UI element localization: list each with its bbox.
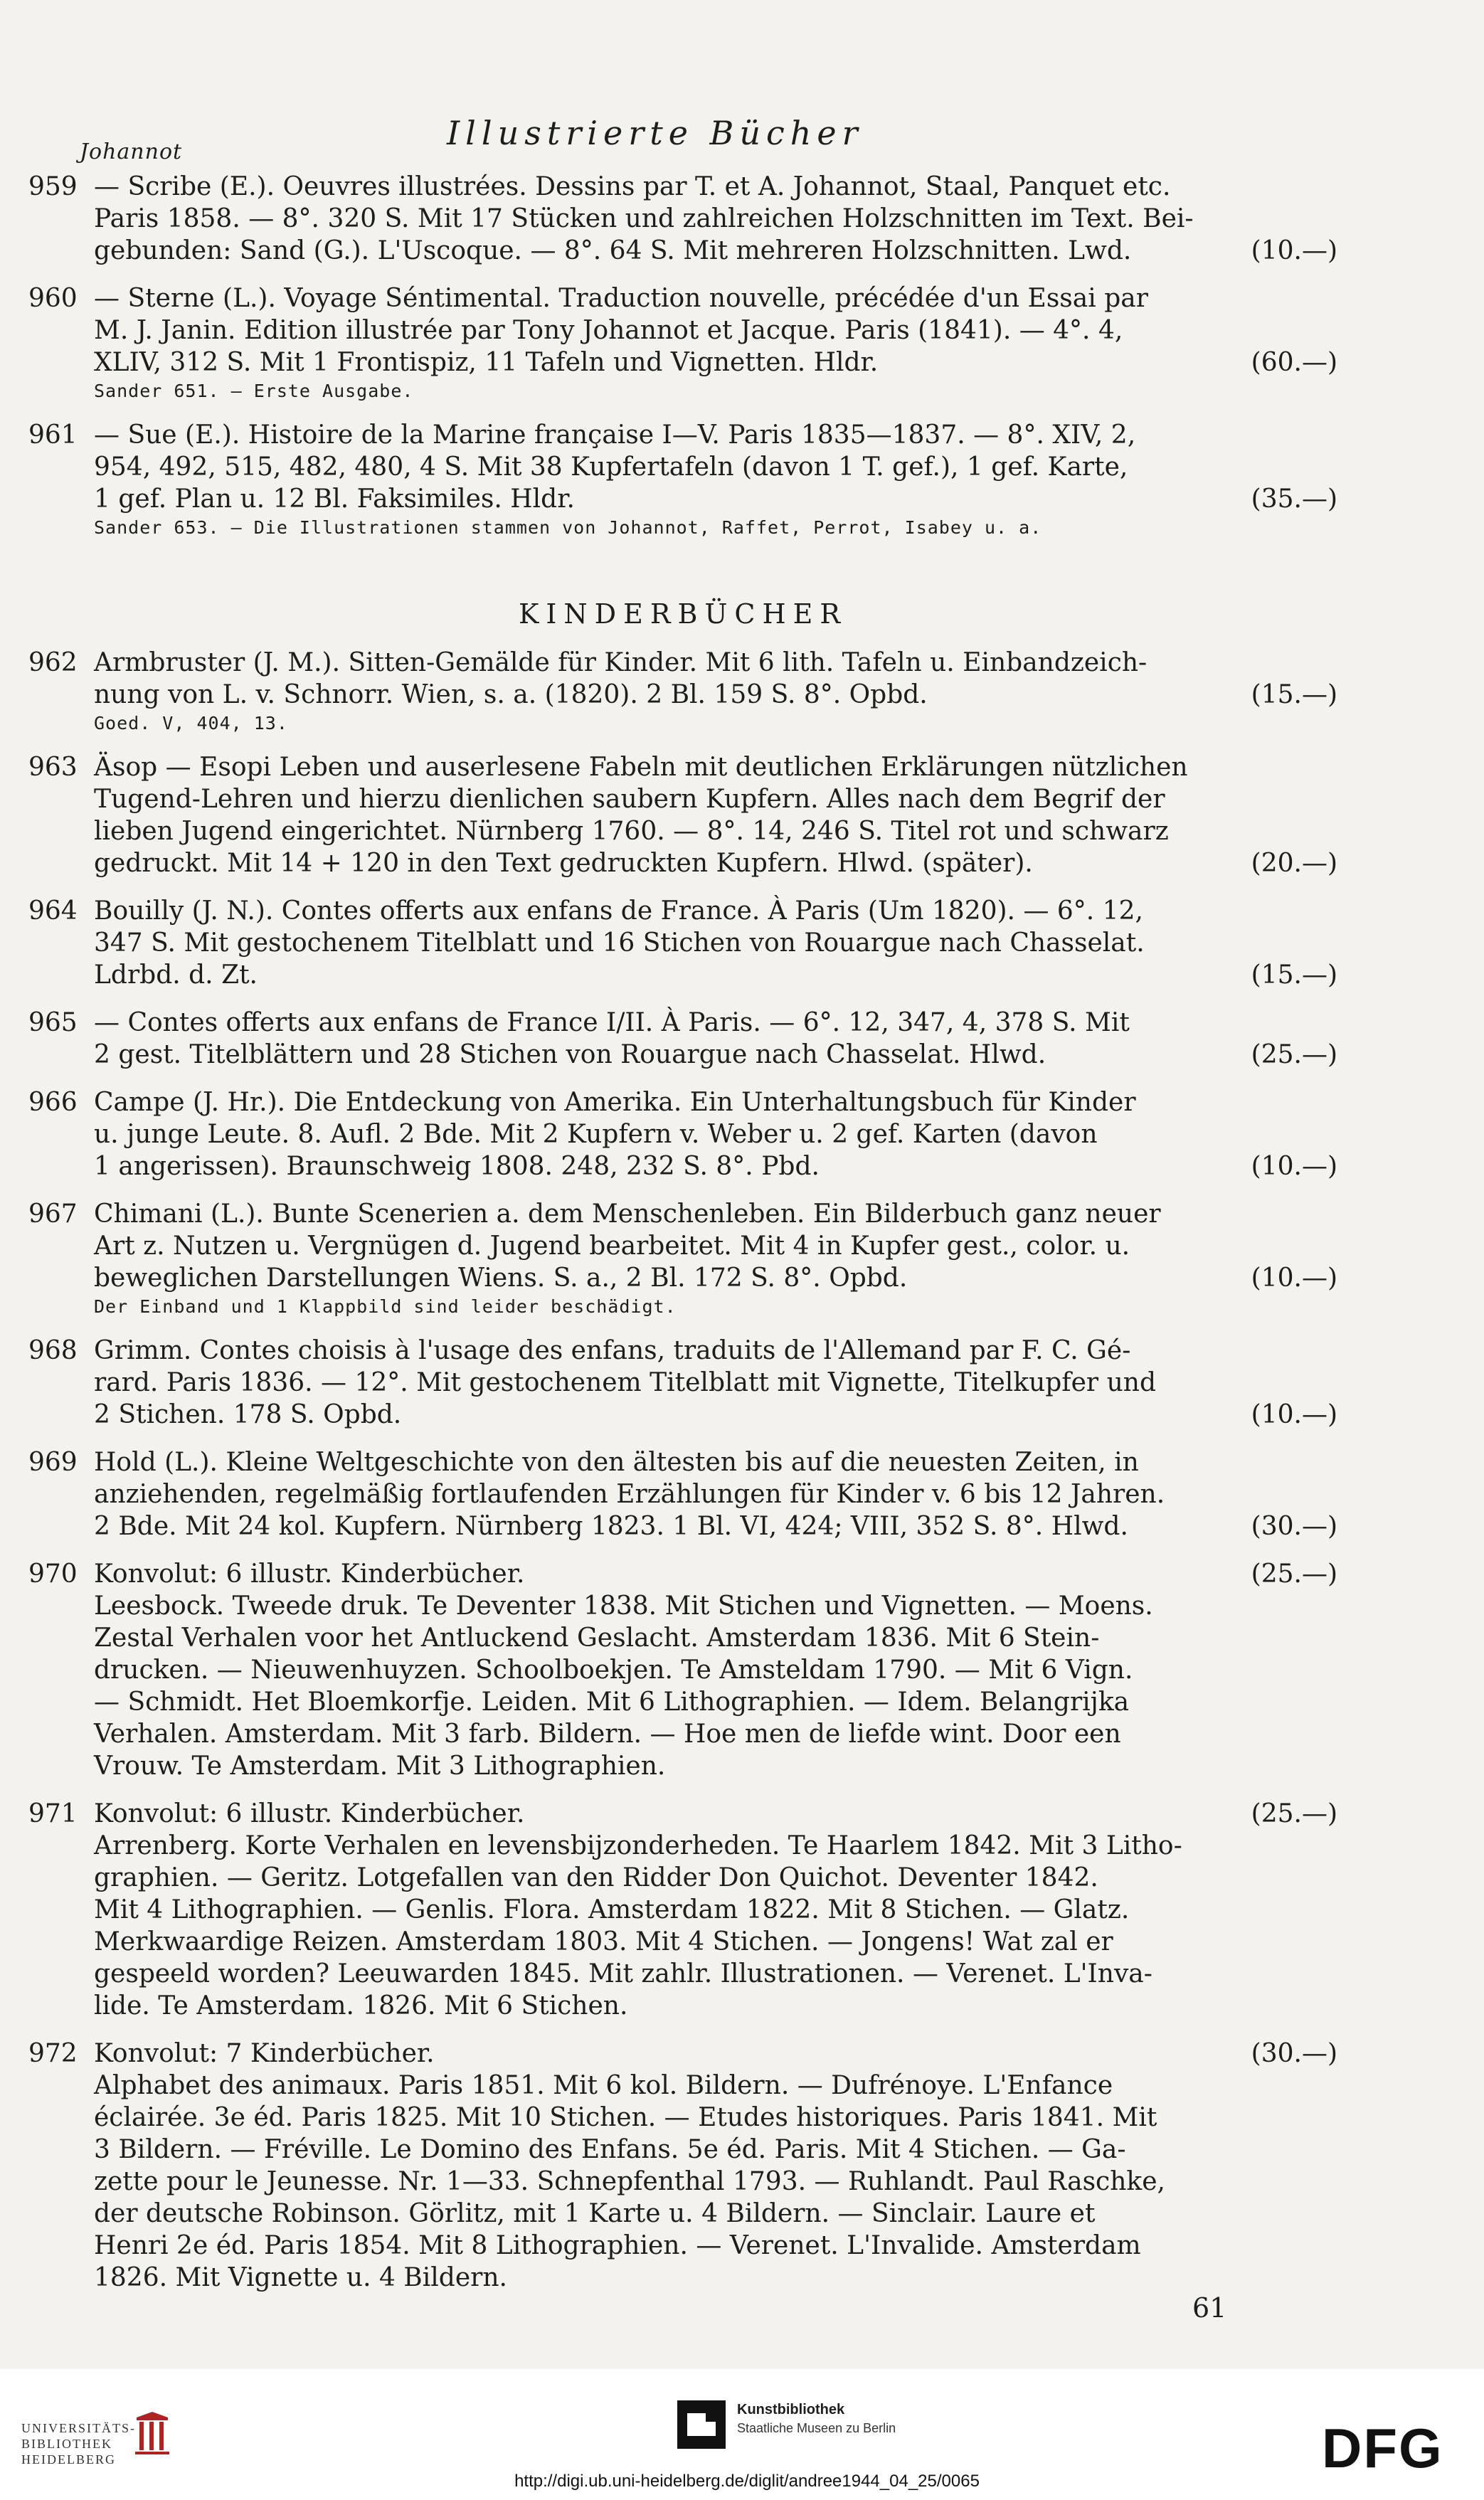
entry-line <box>94 2262 1337 2294</box>
entry-line-text: Armbruster (J. M.). Sitten-Gemälde für Kinder. Mit 6 lith. Tafeln u. Einbandzeich- <box>94 648 1148 677</box>
entry-line <box>94 847 1337 879</box>
entry-line <box>94 314 1337 346</box>
entry-line <box>94 1654 1337 1686</box>
entry-line <box>94 2134 1337 2166</box>
entry-price: (15.—) <box>1251 960 1337 990</box>
source-url-link[interactable]: http://digi.ub.uni-heidelberg.de/diglit/andree1944_04_25/0065 <box>514 2472 980 2491</box>
entry-line <box>94 1230 1337 1262</box>
entry-line-text: — Sterne (L.). Voyage Séntimental. Traduction nouvelle, précédée d'un Essai par <box>94 284 1148 313</box>
uni-line-3: HEIDELBERG <box>21 2452 116 2467</box>
kunstbibliothek-label <box>737 2400 896 2437</box>
entry-line-text: Alphabet des animaux. Paris 1851. Mit 6 kol. Bildern. — Dufrénoye. L'Enfance <box>94 2071 1113 2100</box>
entries-group-johannot <box>28 171 1337 556</box>
entry-line <box>94 1590 1337 1622</box>
entry-line <box>94 1558 1337 1590</box>
entry-number: 971 <box>28 1799 78 1828</box>
university-library-name <box>21 2420 136 2467</box>
entry-line <box>94 647 1337 679</box>
entry-price: (10.—) <box>1251 236 1337 265</box>
entry-line-text: — Scribe (E.). Oeuvres illustrées. Dessins par T. et A. Johannot, Staal, Panquet etc. <box>94 172 1171 201</box>
entry-number: 959 <box>28 172 78 201</box>
catalog-entry <box>28 1558 1337 1782</box>
entry-line-text: 347 S. Mit gestochenem Titelblatt und 16 Stichen von Rouargue nach Chasselat. <box>94 928 1145 958</box>
catalog-entry <box>28 1335 1337 1431</box>
entry-line <box>94 1478 1337 1510</box>
entry-line-text: Henri 2e éd. Paris 1854. Mit 8 Lithographien. — Verenet. L'Invalide. Amsterdam <box>94 2231 1141 2260</box>
entry-line <box>94 2166 1337 2198</box>
entry-line <box>94 1367 1337 1399</box>
entry-line-text: Bouilly (J. N.). Contes offerts aux enfans de France. À Paris (Um 1820). — 6°. 12, <box>94 896 1143 926</box>
catalog-entry <box>28 1086 1337 1182</box>
entry-line-text: zette pour le Jeunesse. Nr. 1—33. Schnepfenthal 1793. — Ruhlandt. Paul Raschke, <box>94 2167 1165 2196</box>
entry-line <box>94 2070 1337 2102</box>
entry-line <box>94 1198 1337 1230</box>
entry-number: 960 <box>28 284 78 313</box>
entry-number: 967 <box>28 1199 78 1229</box>
entry-line-text: Arrenberg. Korte Verhalen en levensbijzonderheden. Te Haarlem 1842. Mit 3 Litho- <box>94 1831 1182 1860</box>
entries-container <box>28 171 1337 2309</box>
entry-price: (25.—) <box>1251 1040 1337 1069</box>
page-number: 61 <box>1192 2292 1227 2324</box>
entry-line-text: 3 Bildern. — Fréville. Le Domino des Enfans. 5e éd. Paris. Mit 4 Stichen. — Ga- <box>94 2135 1126 2164</box>
entry-line-text: — Schmidt. Het Bloemkorfje. Leiden. Mit 6 Lithographien. — Idem. Belangrijka <box>94 1688 1130 1717</box>
entry-number: 970 <box>28 1559 78 1589</box>
section-heading: KINDERBÜCHER <box>519 598 847 630</box>
entry-number: 962 <box>28 648 78 677</box>
entry-price: (25.—) <box>1251 1799 1337 1828</box>
entry-line <box>94 2230 1337 2262</box>
entry-line-text: gebunden: Sand (G.). L'Uscoque. — 8°. 64 S. Mit mehreren Holzschnitten. Lwd. <box>94 236 1132 265</box>
entry-line-text: Grimm. Contes choisis à l'usage des enfans, traduits de l'Allemand par F. C. Gé- <box>94 1336 1131 1365</box>
entry-line-text: graphien. — Geritz. Lotgefallen van den Ridder Don Quichot. Deventer 1842. <box>94 1863 1098 1892</box>
entry-line <box>94 235 1337 267</box>
entry-number: 963 <box>28 753 78 782</box>
entry-line-text: gespeeld worden? Leeuwarden 1845. Mit zahlr. Illustrationen. — Verenet. L'Inva- <box>94 1959 1152 1988</box>
entry-price: (35.—) <box>1251 484 1337 514</box>
running-head-title: Illustrierte Bücher <box>447 114 864 152</box>
entry-number: 961 <box>28 420 78 450</box>
catalog-entry <box>28 171 1337 267</box>
entry-line-text: 1 angerissen). Braunschweig 1808. 248, 232 S. 8°. Pbd. <box>94 1152 820 1181</box>
entry-line <box>94 282 1337 314</box>
kunstbibliothek-logo-icon <box>677 2400 726 2449</box>
entry-line-text: lide. Te Amsterdam. 1826. Mit 6 Stichen. <box>94 1991 628 2020</box>
entry-line <box>94 1007 1337 1039</box>
entry-line <box>94 1894 1337 1926</box>
catalog-entry <box>28 1007 1337 1071</box>
entry-line <box>94 483 1337 515</box>
entry-line <box>94 1086 1337 1118</box>
entry-line-text: Verhalen. Amsterdam. Mit 3 farb. Bildern. — Hoe men de liefde wint. Door een <box>94 1720 1121 1749</box>
entry-line <box>94 1510 1337 1542</box>
entry-line <box>94 1990 1337 2022</box>
entry-line <box>94 1830 1337 1862</box>
entry-line-text: 1 gef. Plan u. 12 Bl. Faksimiles. Hldr. <box>94 484 575 514</box>
entry-line <box>94 679 1337 711</box>
university-logo-icon <box>134 2410 171 2456</box>
entry-line <box>94 895 1337 927</box>
entry-line-text: 2 Stichen. 178 S. Opbd. <box>94 1400 402 1429</box>
entry-line <box>94 203 1337 235</box>
entry-line-text: M. J. Janin. Edition illustrée par Tony Johannot et Jacque. Paris (1841). — 4°. 4, <box>94 316 1123 345</box>
entry-line <box>94 1686 1337 1718</box>
entry-line-text: u. junge Leute. 8. Aufl. 2 Bde. Mit 2 Kupfern v. Weber u. 2 gef. Karten (davon <box>94 1120 1098 1149</box>
entry-line-text: Tugend-Lehren und hierzu dienlichen saubern Kupfern. Alles nach dem Begrif der <box>94 785 1165 814</box>
entry-price: (10.—) <box>1251 1400 1337 1429</box>
entry-line-text: Merkwaardige Reizen. Amsterdam 1803. Mit 4 Stichen. — Jongens! Wat zal er <box>94 1927 1113 1956</box>
running-head-left: Johannot <box>80 139 183 164</box>
entry-line-text: Mit 4 Lithographien. — Genlis. Flora. Amsterdam 1822. Mit 8 Stichen. — Glatz. <box>94 1895 1130 1924</box>
entry-line-text: rard. Paris 1836. — 12°. Mit gestochenem Titelblatt mit Vignette, Titelkupfer und <box>94 1368 1156 1397</box>
entry-number: 969 <box>28 1448 78 1477</box>
catalog-entry <box>28 1446 1337 1542</box>
entry-line-text: Paris 1858. — 8°. 320 S. Mit 17 Stücken und zahlreichen Holzschnitten im Text. Bei- <box>94 204 1194 233</box>
entry-number: 968 <box>28 1336 78 1365</box>
entry-line <box>94 1958 1337 1990</box>
entry-line-text: XLIV, 312 S. Mit 1 Frontispiz, 11 Tafeln und Vignetten. Hldr. <box>94 348 879 377</box>
entry-line-text: 2 gest. Titelblättern und 28 Stichen von Rouargue nach Chasselat. Hlwd. <box>94 1040 1046 1069</box>
entry-number: 966 <box>28 1088 78 1117</box>
entry-line-text: Leesbock. Tweede druk. Te Deventer 1838. Mit Stichen und Vignetten. — Moens. <box>94 1591 1153 1621</box>
entry-number: 964 <box>28 896 78 926</box>
entry-line <box>94 2038 1337 2070</box>
entry-line-text: der deutsche Robinson. Görlitz, mit 1 Karte u. 4 Bildern. — Sinclair. Laure et <box>94 2199 1096 2228</box>
entry-price: (30.—) <box>1251 1512 1337 1541</box>
entry-line-text: 2 Bde. Mit 24 kol. Kupfern. Nürnberg 1823. 1 Bl. VI, 424; VIII, 352 S. 8°. Hlwd. <box>94 1512 1128 1541</box>
entry-price: (20.—) <box>1251 849 1337 878</box>
entry-number: 972 <box>28 2039 78 2068</box>
entry-line <box>94 1039 1337 1071</box>
entries-group-kinderbuecher <box>28 647 1337 2309</box>
entry-line <box>94 2198 1337 2230</box>
entry-line-text: lieben Jugend eingerichtet. Nürnberg 1760. — 8°. 14, 246 S. Titel rot und schwarz <box>94 817 1169 846</box>
entry-line-text: gedruckt. Mit 14 + 120 in den Text gedruckten Kupfern. Hlwd. (später). <box>94 849 1033 878</box>
entry-note: Der Einband und 1 Klappbild sind leider beschädigt. <box>94 1296 677 1317</box>
entry-line <box>94 815 1337 847</box>
footer-bar <box>0 2369 1484 2500</box>
entry-line-text: 954, 492, 515, 482, 480, 4 S. Mit 38 Kupfertafeln (davon 1 T. gef.), 1 gef. Karte, <box>94 452 1128 482</box>
catalog-entry <box>28 2038 1337 2294</box>
catalog-entry <box>28 1198 1337 1319</box>
entry-line-text: drucken. — Nieuwenhuyzen. Schoolboekjen. Te Amsteldam 1790. — Mit 6 Vign. <box>94 1656 1133 1685</box>
entry-line-text: Hold (L.). Kleine Weltgeschichte von den ältesten bis auf die neuesten Zeiten, in <box>94 1448 1139 1477</box>
catalog-entry <box>28 1798 1337 2022</box>
entry-line <box>94 1335 1337 1367</box>
entry-price: (25.—) <box>1251 1559 1337 1589</box>
entry-line <box>94 2102 1337 2134</box>
entry-line-text: éclairée. 3e éd. Paris 1825. Mit 10 Stichen. — Etudes historiques. Paris 1841. Mit <box>94 2103 1157 2132</box>
entry-line <box>94 171 1337 203</box>
catalog-entry <box>28 751 1337 879</box>
entry-line <box>94 1118 1337 1150</box>
entry-line <box>94 1150 1337 1182</box>
entry-line-text: Konvolut: 6 illustr. Kinderbücher. <box>94 1799 525 1828</box>
entry-line <box>94 751 1337 783</box>
entry-line-text: Konvolut: 7 Kinderbücher. <box>94 2039 435 2068</box>
entry-line-text: Ldrbd. d. Zt. <box>94 960 258 990</box>
entry-line <box>94 1446 1337 1478</box>
entry-line-text: Konvolut: 6 illustr. Kinderbücher. <box>94 1559 525 1589</box>
entry-line <box>94 1622 1337 1654</box>
kunstbibliothek-name: Kunstbibliothek <box>737 2402 845 2417</box>
entry-line <box>94 1798 1337 1830</box>
entry-line-text: Vrouw. Te Amsterdam. Mit 3 Lithographien. <box>94 1752 666 1781</box>
catalog-entry <box>28 647 1337 736</box>
entry-line <box>94 1862 1337 1894</box>
entry-line <box>94 783 1337 815</box>
entry-line <box>94 1750 1337 1782</box>
entry-note: Goed. V, 404, 13. <box>94 713 288 733</box>
dfg-logo: DFG <box>1322 2417 1443 2479</box>
entry-line-text: 1826. Mit Vignette u. 4 Bildern. <box>94 2263 507 2292</box>
entry-line-text: — Contes offerts aux enfans de France I/II. À Paris. — 6°. 12, 347, 4, 378 S. Mit <box>94 1008 1130 1037</box>
entry-note: Sander 651. — Erste Ausgabe. <box>94 381 414 401</box>
entry-line-text: Chimani (L.). Bunte Scenerien a. dem Menschenleben. Ein Bilderbuch ganz neuer <box>94 1199 1161 1229</box>
entry-line <box>94 1399 1337 1431</box>
uni-line-2: BIBLIOTHEK <box>21 2437 112 2451</box>
entry-price: (15.—) <box>1251 680 1337 709</box>
entry-line-text: nung von L. v. Schnorr. Wien, s. a. (1820). 2 Bl. 159 S. 8°. Opbd. <box>94 680 928 709</box>
entry-line-text: — Sue (E.). Histoire de la Marine française I—V. Paris 1835—1837. — 8°. XIV, 2, <box>94 420 1136 450</box>
catalog-entry <box>28 282 1337 403</box>
entry-line <box>94 346 1337 378</box>
entry-price: (10.—) <box>1251 1152 1337 1181</box>
entry-line-text: Art z. Nutzen u. Vergnügen d. Jugend bearbeitet. Mit 4 in Kupfer gest., color. u. <box>94 1232 1130 1261</box>
entry-line-text: Äsop — Esopi Leben und auserlesene Fabeln mit deutlichen Erklärungen nützlichen <box>94 753 1188 782</box>
entry-line <box>94 1262 1337 1294</box>
entry-price: (30.—) <box>1251 2039 1337 2068</box>
entry-line-text: Campe (J. Hr.). Die Entdeckung von Amerika. Ein Unterhaltungsbuch für Kinder <box>94 1088 1136 1117</box>
entry-line <box>94 959 1337 991</box>
entry-price: (10.—) <box>1251 1264 1337 1293</box>
catalog-entry <box>28 419 1337 540</box>
entry-line <box>94 1718 1337 1750</box>
entry-line <box>94 419 1337 451</box>
entry-number: 965 <box>28 1008 78 1037</box>
uni-line-1: UNIVERSITÄTS- <box>21 2421 136 2435</box>
entry-price: (60.—) <box>1251 348 1337 377</box>
entry-line-text: beweglichen Darstellungen Wiens. S. a., 2 Bl. 172 S. 8°. Opbd. <box>94 1264 908 1293</box>
entry-line-text: Zestal Verhalen voor het Antluckend Geslacht. Amsterdam 1836. Mit 6 Stein- <box>94 1624 1100 1653</box>
entry-line <box>94 927 1337 959</box>
entry-line <box>94 1926 1337 1958</box>
catalog-entry <box>28 895 1337 991</box>
entry-line-text: anziehenden, regelmäßig fortlaufenden Erzählungen für Kinder v. 6 bis 12 Jahren. <box>94 1480 1165 1509</box>
entry-note: Sander 653. — Die Illustrationen stammen von Johannot, Raffet, Perrot, Isabey u. a. <box>94 517 1042 538</box>
entry-line <box>94 451 1337 483</box>
kunstbibliothek-subtitle: Staatliche Museen zu Berlin <box>737 2421 896 2435</box>
